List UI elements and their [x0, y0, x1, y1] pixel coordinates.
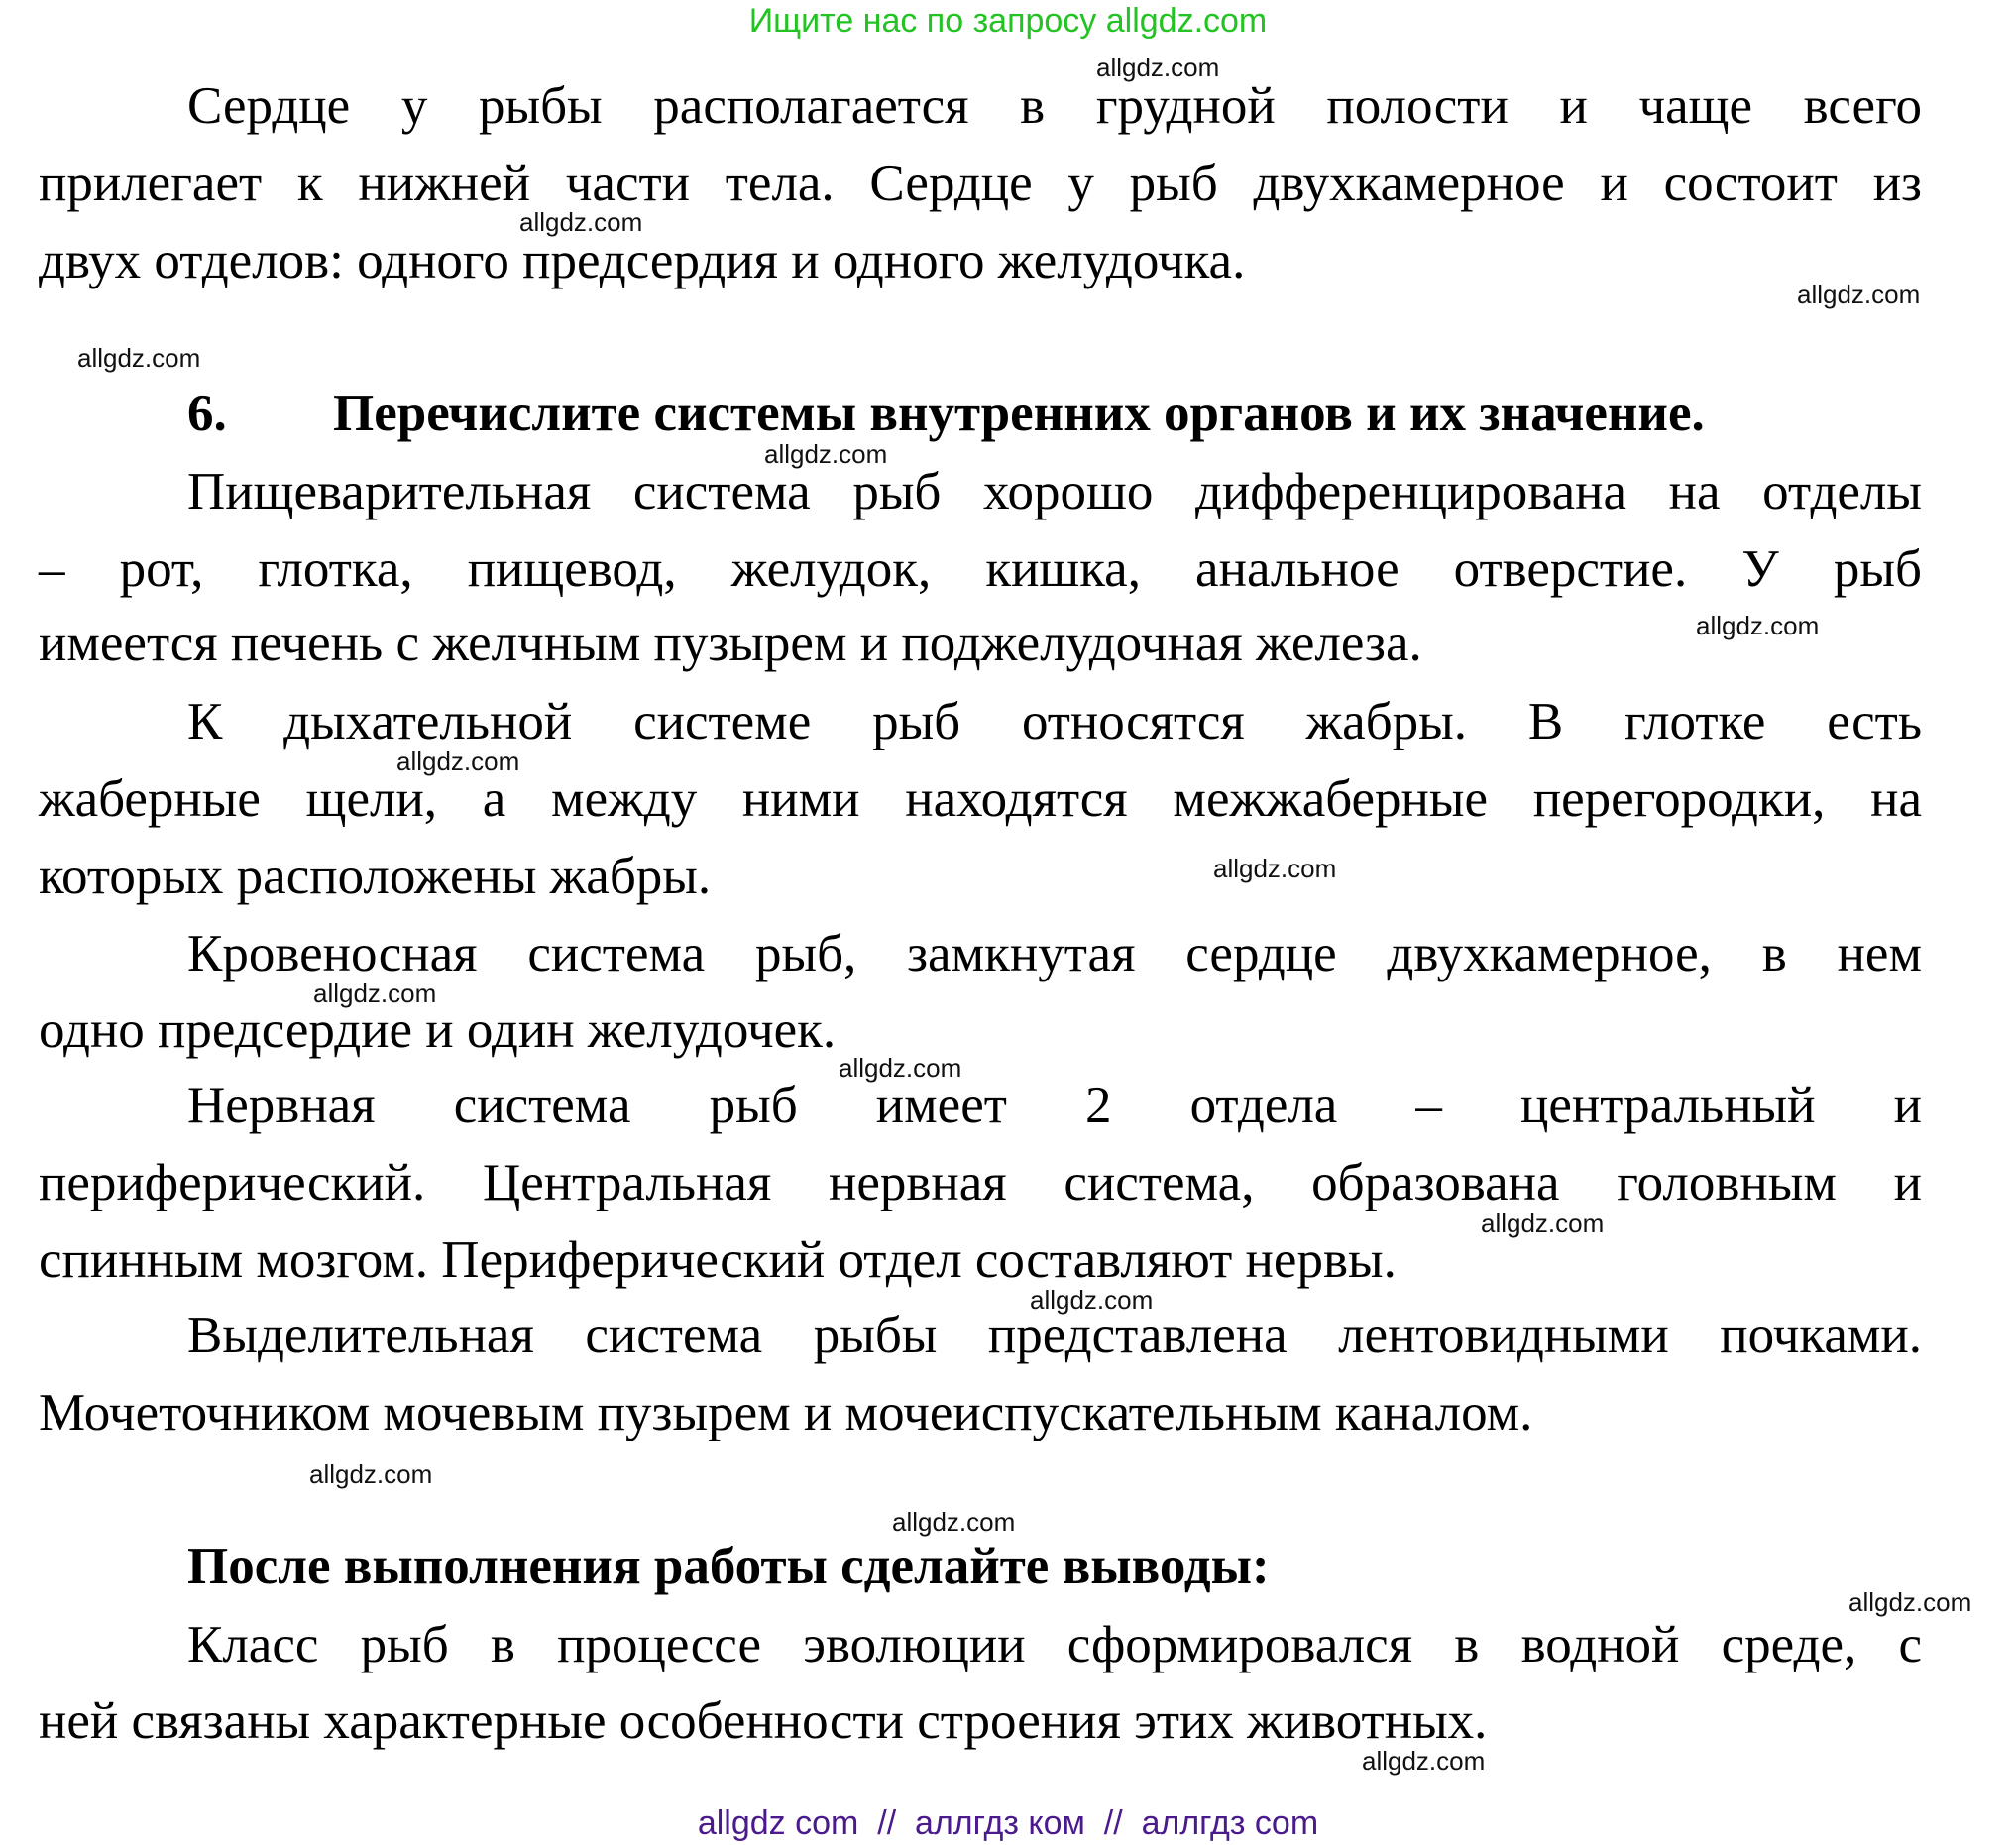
paragraph-excretory-line: Мочеточником мочевым пузырем и мочеиспускательным каналом. — [39, 1384, 1533, 1441]
watermark: allgdz.com — [1096, 53, 1220, 82]
watermark: allgdz.com — [1030, 1285, 1154, 1315]
paragraph-nervous-line: периферический. Центральная нервная система, образована головным и — [39, 1154, 1922, 1211]
paragraph-nervous-line: спинным мозгом. Периферический отдел составляют нервы. — [39, 1231, 1397, 1289]
watermark: allgdz.com — [764, 439, 888, 469]
watermark: allgdz.com — [1848, 1587, 1972, 1617]
paragraph-respiratory-line: К дыхательной системе рыб относятся жабры. В глотке есть — [187, 693, 1922, 750]
watermark: allgdz.com — [309, 1459, 433, 1489]
watermark: allgdz.com — [396, 747, 520, 776]
site-footer-links[interactable]: allgdz com // аллгдз ком // аллгдз com — [697, 1804, 1319, 1842]
paragraph-respiratory-line: жаберные щели, а между ними находятся межжаберные перегородки, на — [39, 770, 1922, 828]
paragraph-respiratory-line: которых расположены жабры. — [39, 848, 712, 905]
watermark: allgdz.com — [1481, 1209, 1605, 1238]
paragraph-digestive-line: имеется печень с желчным пузырем и поджелудочная железа. — [39, 615, 1422, 672]
watermark: allgdz.com — [519, 207, 643, 237]
watermark: allgdz.com — [77, 343, 201, 373]
watermark: allgdz.com — [313, 979, 437, 1008]
search-promo-header[interactable]: Ищите нас по запросу allgdz.com — [748, 2, 1268, 40]
watermark: allgdz.com — [1696, 611, 1820, 640]
paragraph-digestive-line: – рот, глотка, пищевод, желудок, кишка, анальное отверстие. У рыб — [39, 540, 1922, 598]
paragraph-heart-line: двух отделов: одного предсердия и одного желудочка. — [39, 232, 1246, 289]
watermark: allgdz.com — [892, 1507, 1016, 1537]
conclusion-line: ней связаны характерные особенности строения этих животных. — [39, 1692, 1488, 1750]
paragraph-heart-line: Сердце у рыбы располагается в грудной полости и чаще всего — [187, 77, 1922, 135]
question-number: 6. — [187, 385, 227, 442]
paragraph-excretory-line: Выделительная система рыбы представлена лентовидными почками. — [187, 1307, 1922, 1364]
paragraph-circulatory-line: одно предсердие и один желудочек. — [39, 1001, 837, 1059]
paragraph-heart-line: прилегает к нижней части тела. Сердце у рыб двухкамерное и состоит из — [39, 155, 1922, 212]
watermark: allgdz.com — [839, 1053, 962, 1083]
conclusion-heading: После выполнения работы сделайте выводы: — [187, 1538, 1270, 1595]
paragraph-digestive-line: Пищеварительная система рыб хорошо дифференцирована на отделы — [187, 463, 1922, 520]
watermark: allgdz.com — [1797, 280, 1921, 309]
question-title: Перечислите системы внутренних органов и их значение. — [333, 385, 1705, 442]
conclusion-line: Класс рыб в процессе эволюции сформировался в водной среде, с — [187, 1616, 1922, 1673]
paragraph-circulatory-line: Кровеносная система рыб, замкнутая сердце двухкамерное, в нем — [187, 925, 1922, 982]
watermark: allgdz.com — [1213, 854, 1337, 883]
paragraph-nervous-line: Нервная система рыб имеет 2 отдела – центральный и — [187, 1077, 1922, 1134]
watermark: allgdz.com — [1362, 1746, 1486, 1776]
